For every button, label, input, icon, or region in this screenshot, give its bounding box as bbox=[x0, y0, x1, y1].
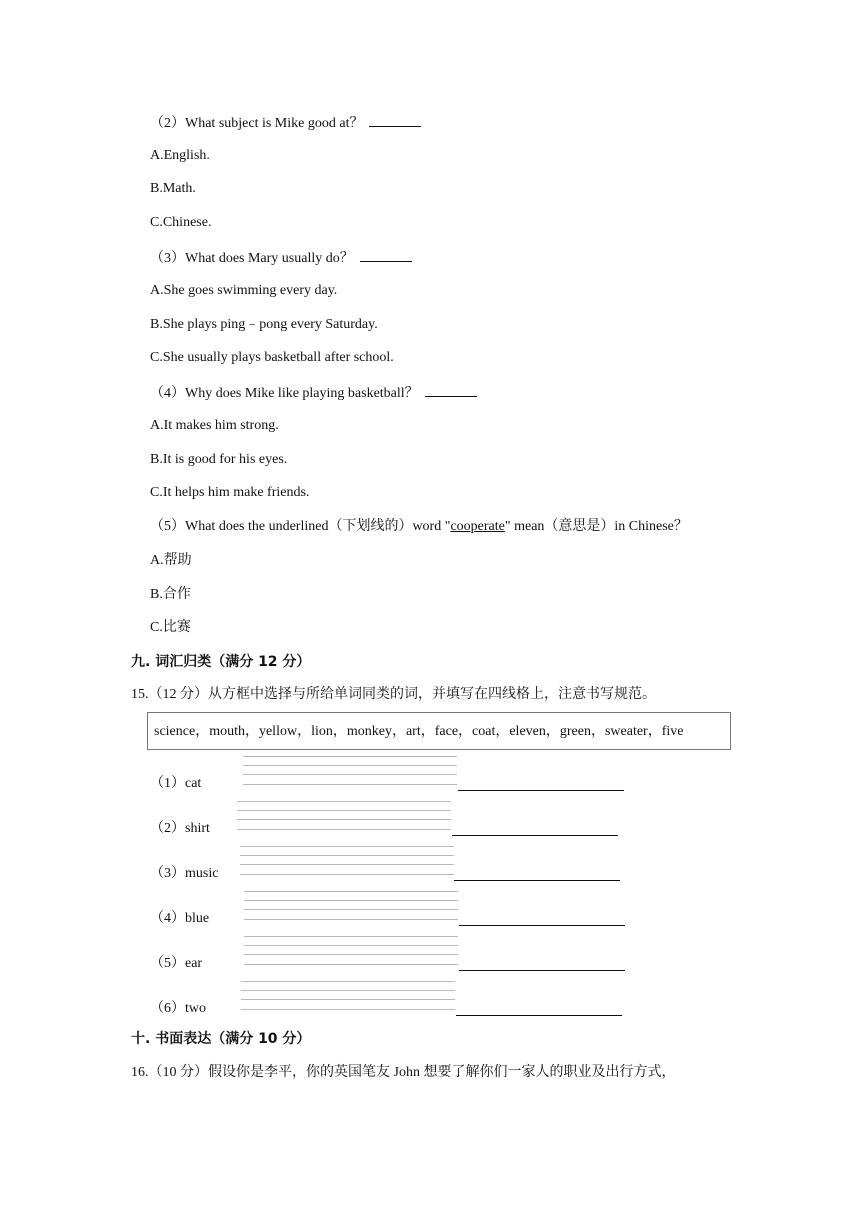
answer-line[interactable] bbox=[452, 835, 618, 836]
four-line-grid[interactable] bbox=[244, 891, 458, 925]
underlined-word: cooperate bbox=[450, 519, 505, 534]
option: C.She usually plays basketball after school. bbox=[150, 350, 394, 365]
answer-line[interactable] bbox=[459, 925, 625, 926]
answer-line[interactable] bbox=[458, 790, 624, 791]
question-stem: （4）Why does Mike like playing basketball？ bbox=[150, 382, 477, 404]
answer-line[interactable] bbox=[456, 1015, 622, 1016]
option: B.It is good for his eyes. bbox=[150, 452, 288, 467]
section-heading: 十. 书面表达（满分 10 分） bbox=[131, 1031, 311, 1047]
option: C.It helps him make friends. bbox=[150, 485, 310, 500]
answer-line[interactable] bbox=[454, 880, 620, 881]
item-label: （2）shirt bbox=[150, 821, 210, 836]
option: A.She goes swimming every day. bbox=[150, 283, 338, 298]
option: C.比赛 bbox=[150, 620, 191, 635]
item-label: （5）ear bbox=[150, 956, 203, 971]
option: A.帮助 bbox=[150, 553, 192, 568]
four-line-grid[interactable] bbox=[243, 756, 457, 790]
question-stem: （3）What does Mary usually do？ bbox=[150, 247, 412, 269]
four-line-grid[interactable] bbox=[240, 846, 454, 880]
option: A.It makes him strong. bbox=[150, 418, 279, 433]
four-line-grid[interactable] bbox=[241, 981, 455, 1015]
four-line-grid[interactable] bbox=[244, 936, 458, 970]
question-stem: 15.（12 分）从方框中选择与所给单词同类的词，并填写在四线格上，注意书写规范。 bbox=[131, 687, 656, 702]
section-heading: 九. 词汇归类（满分 12 分） bbox=[131, 654, 311, 670]
item-label: （6）two bbox=[150, 1001, 206, 1016]
item-label: （3）music bbox=[150, 866, 219, 881]
question-stem: （2）What subject is Mike good at？ bbox=[150, 112, 421, 134]
answer-blank[interactable] bbox=[425, 382, 477, 397]
question-stem: （5）What does the underlined（下划线的）word "cooperate" mean（意思是）in Chinese？ bbox=[150, 519, 688, 534]
four-line-grid[interactable] bbox=[237, 801, 451, 835]
answer-line[interactable] bbox=[459, 970, 625, 971]
option: B.合作 bbox=[150, 587, 191, 602]
item-label: （4）blue bbox=[150, 911, 210, 926]
option: B.She plays ping﹣pong every Saturday. bbox=[150, 317, 378, 332]
option: C.Chinese. bbox=[150, 215, 212, 230]
item-label: （1）cat bbox=[150, 776, 202, 791]
question-stem: 16.（10 分）假设你是李平，你的英国笔友 John 想要了解你们一家人的职业及出行方式， bbox=[131, 1065, 676, 1080]
option: B.Math. bbox=[150, 181, 196, 196]
option: A.English. bbox=[150, 148, 210, 163]
answer-blank[interactable] bbox=[369, 112, 421, 127]
answer-blank[interactable] bbox=[360, 247, 412, 262]
word-box: science，mouth，yellow，lion，monkey，art，face，coat，eleven，green，sweater，five bbox=[147, 712, 731, 750]
